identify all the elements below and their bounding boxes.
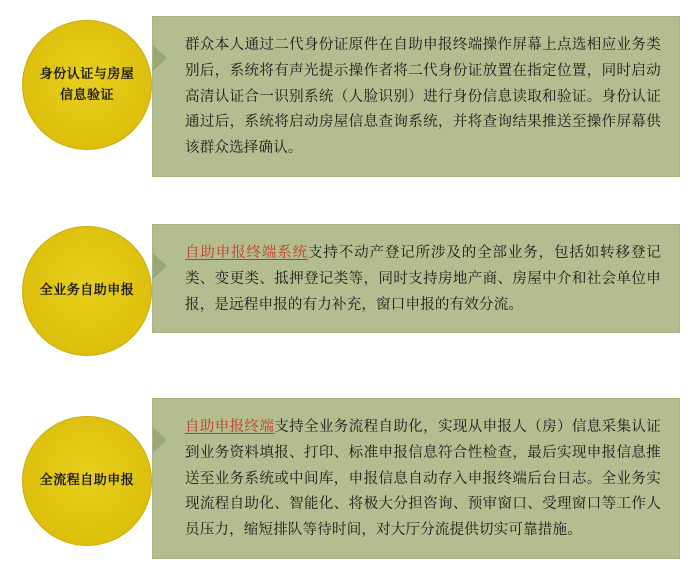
step-body-text: 群众本人通过二代身份证原件在自助申报终端操作屏幕上点选相应业务类别后，系统将有声光提示操作者将二代身份证放置在指定位置，同时启动高清认证合一识别系统（人脸识别）进行身份信息读取和验证。身份认证通过后，系统将启动房屋信息查询系统，并将查询结果推送至操作屏幕供该群众选择确认。	[185, 37, 661, 157]
step-body-text: 自助申报终端系统支持不动产登记所涉及的全部业务，包括如转移登记类、变更类、抵押登记类等，同时支持房地产商、房屋中介和社会单位申报，是远程申报的有力补充，窗口申报的有效分流。	[185, 245, 661, 313]
step-circle-badge	[22, 226, 152, 356]
step-highlight-term: 自助申报终端	[185, 419, 275, 435]
step-body-text: 自助申报终端支持全业务流程自助化，实现从申报人（房）信息采集认证到业务资料填报、打印、标准申报信息符合性检查，最后实现申报信息推送至业务系统或中间库，申报信息自动存入申报终端后台日志。全业务实现流程自助化、智能化、将极大分担咨询、预审窗口、受理窗口等工作人员压力，缩短排队等待时间，对大厅分流提供切实可靠措施。	[185, 419, 662, 539]
step-circle-badge	[22, 20, 152, 150]
step-highlight-term: 自助申报终端系统	[185, 245, 309, 261]
step-circle-label: 全业务自助申报	[39, 283, 135, 299]
step-body-panel	[152, 224, 680, 333]
step-body-panel	[152, 16, 680, 177]
step-circle-label: 全流程自助申报	[39, 473, 135, 489]
step-circle-badge	[22, 416, 152, 546]
step-circle-label: 身份认证与房屋信息验证	[39, 66, 135, 103]
step-body-panel	[152, 398, 680, 559]
